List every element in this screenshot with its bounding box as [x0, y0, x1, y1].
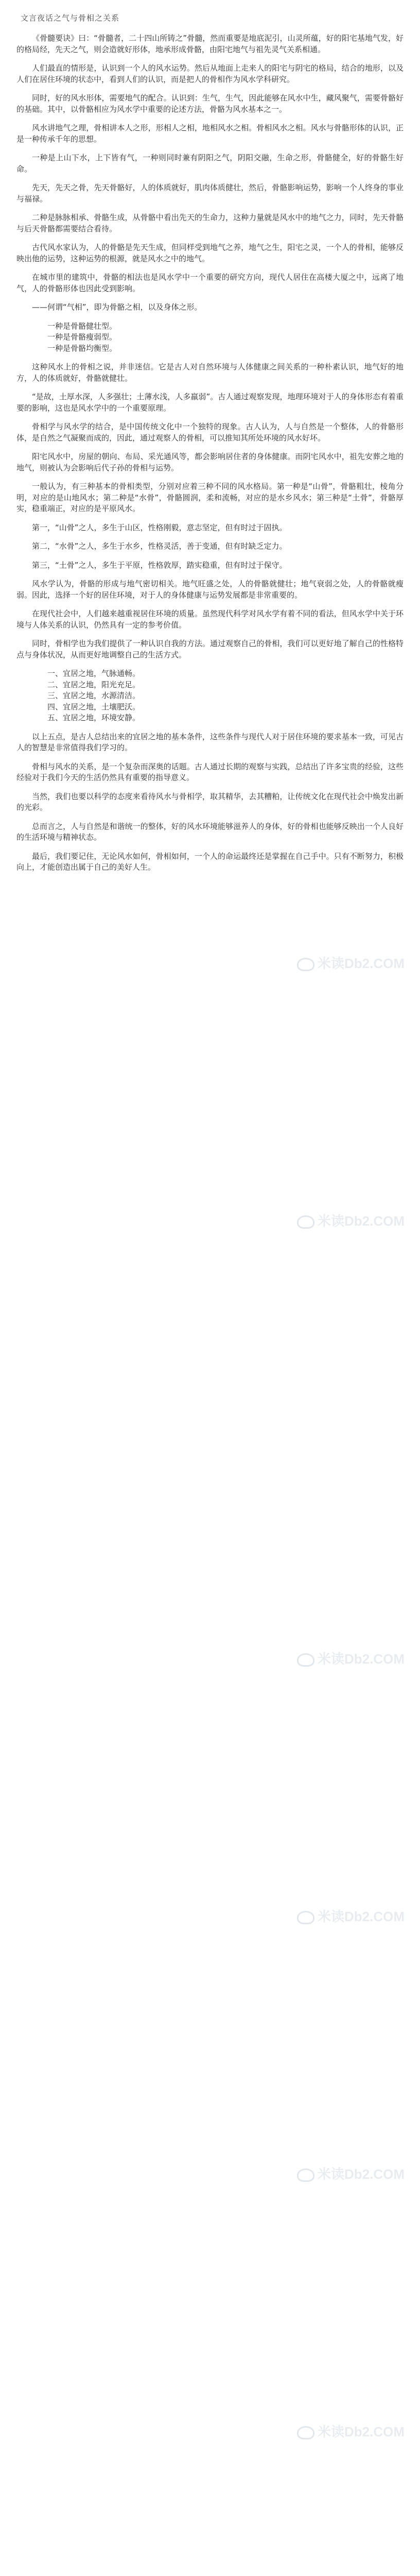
article-paragraph: 骨相学与风水学的结合，是中国传统文化中一个独特的现象。古人认为，人与自然是一个整体，人的骨骼形体，是自然之气凝聚而成的，因此，通过观察人的骨相，可以推知其所处环境的风水好坏。: [16, 422, 404, 443]
watermark-logo-icon: [297, 1653, 314, 1667]
watermark-text: 米读Db2.COM: [317, 2424, 405, 2439]
article-paragraph: 同时，骨相学也为我们提供了一种认识自我的方法。通过观察自己的骨相，我们可以更好地了解自己的性格特点与身体状况，从而更好地调整自己的生活方式。: [16, 639, 404, 659]
watermark-text: 米读Db2.COM: [317, 2166, 405, 2182]
article-paragraph: 第三，“土骨”之人，多生于平原，性格敦厚，踏实稳重，但有时过于保守。: [32, 560, 287, 570]
watermark-text: 米读Db2.COM: [317, 1213, 405, 1229]
watermark: [297, 2164, 405, 2183]
article-paragraph: 在现代社会中，人们越来越重视居住环境的质量。虽然现代科学对风水学有着不同的看法，但风水学中关于环境与人体关系的认识，仍然具有一定的参考价值。: [16, 609, 404, 630]
watermark-logo-icon: [297, 2426, 314, 2439]
article-paragraph: 同时，好的风水形体，需要地气的配合。认识到：生气，生气，因此能够在风水中生，藏风聚气，需要骨骼好的基础。其中，以骨骼相应为风水学中重要的论述方法，骨骼为风水基本之一。: [16, 93, 404, 114]
list-item: 一种是骨骼健壮型。: [47, 321, 117, 331]
list-item: 一、宜居之地，气脉通畅。: [47, 669, 141, 678]
article-paragraph: 阳宅风水中，房屋的朝向、布局、采光通风等，都会影响居住者的身体健康。而阴宅风水中，祖先安葬之地的地气，则被认为会影响后代子孙的骨相与运势。: [16, 452, 404, 472]
article-paragraph: 第二，“水骨”之人，多生于水乡，性格灵活，善于变通，但有时缺乏定力。: [32, 541, 287, 551]
watermark-logo-icon: [297, 1911, 314, 1924]
watermark-logo-icon: [297, 1215, 314, 1229]
list-item: 一种是骨骼均衡型。: [47, 343, 117, 353]
article-paragraph: 古代风水家认为，人的骨骼是先天生成，但同样受到地气之养，地气之生，阳宅之灵，一个人的骨相，能够反映出他的运势，这种运势的根源，就是风水之中的地气。: [16, 243, 404, 263]
watermark: [297, 2421, 405, 2441]
list-item: 五、宜居之地，环境安静。: [47, 713, 141, 722]
article-paragraph: 总而言之，人与自然是和谐统一的整体，好的风水环境能够滋养人的身体，好的骨相也能够反映出一个人良好的生活环境与精神状态。: [16, 821, 404, 842]
watermark-text: 米读Db2.COM: [317, 1651, 405, 1667]
article-paragraph: 在城市里的建筑中，骨骼的相法也是风水学中一个重要的研究方向，现代人居住在高楼大厦之中，远离了地气，人的骨骼形体也因此受到影响。: [16, 273, 404, 293]
list-item: 一种是骨骼瘦弱型。: [47, 332, 117, 342]
article-paragraph: 风水学认为，骨骼的形成与地气密切相关。地气旺盛之处，人的骨骼就健壮；地气衰弱之处，人的骨骼就瘦弱。因此，选择一个好的居住环境，对于人的身体健康与运势发展都是非常重要的。: [16, 579, 404, 600]
article-paragraph: 先天，先天之骨，先天骨骼好，人的体质就好，肌肉体质健壮，然后，骨骼影响运势，影响一个人终身的事业与福禄。: [16, 183, 404, 204]
article-paragraph: 风水讲地气之理，骨相讲本人之形，形相人之相，地相风水之相。骨相风水之相。风水与骨骼形体的认识，正是一种传承千年的思想。: [16, 123, 404, 144]
article-paragraph: 一种是上山下水，上下皆有气，一种则同时兼有阴阳之气，阴阳交融，生命之形，骨骼健全，好的骨骼生好命。: [16, 153, 404, 174]
watermark: [297, 1649, 405, 1668]
list-item: 三、宜居之地，水源清洁。: [47, 691, 141, 700]
article-paragraph: 最后，我们要记住，无论风水如何，骨相如何，一个人的命运最终还是掌握在自己手中。只有不断努力，积极向上，才能创造出属于自己的美好人生。: [16, 851, 404, 872]
article-paragraph: 第一，“山骨”之人，多生于山区，性格刚毅，意志坚定，但有时过于固执。: [32, 522, 287, 532]
list-item: 二、宜居之地，阳光充足。: [47, 680, 141, 689]
article-paragraph: 人们最直的情形是，认识到一个人的风水运势。然后从地面上走来人的阳宅与阴宅的格局，结合的地形，以及人们在居住环境的状态中，看到人们的认识，而是把人的骨相作为风水学科研究。: [16, 63, 404, 84]
article-paragraph: 二种是脉脉相承、骨骼生成，从骨骼中看出先天的生命力，这种力量就是风水中的地气之力，同时，先天骨骼与后天骨骼都需要结合看待。: [16, 213, 404, 233]
watermark-logo-icon: [297, 958, 314, 971]
watermark: [297, 1906, 405, 1925]
article-paragraph: 《骨髓要诀》曰：“骨髓者，二十四山所铸之”骨髓，然而重要是地底泥引，山灵所蕴，好的阳宅基地气发，好的格局经，先天之气，则会造就好形体，地承形成骨骼，由阳宅地气与祖先灵气关系相通。: [16, 33, 404, 54]
article-paragraph: 以上五点，是古人总结出来的宜居之地的基本条件，这些条件与现代人对于居住环境的要求基本一致，可见古人的智慧是非常值得我们学习的。: [16, 732, 404, 752]
article-paragraph: “是故，土厚水深，人多强壮；土薄水浅，人多羸弱”。古人通过观察发现，地理环境对于人的身体形态有着重要的影响，这也是风水学中的一个重要原理。: [16, 392, 404, 413]
watermark-logo-icon: [297, 2168, 314, 2182]
watermark: [297, 1211, 405, 1230]
list-item: 四、宜居之地，土壤肥沃。: [47, 702, 141, 711]
article-body: [16, 33, 404, 881]
article-paragraph: 当然，我们也要以科学的态度来看待风水与骨相学，取其精华，去其糟粕，让传统文化在现代社会中焕发出新的光彩。: [16, 791, 404, 812]
page-title: 文言夜话之气与骨相之关系: [21, 13, 120, 23]
article-paragraph: ——何谓“气相”，即为骨骼之相，以及身体之形。: [32, 302, 202, 312]
watermark-text: 米读Db2.COM: [317, 1909, 405, 1924]
watermark-text: 米读Db2.COM: [317, 956, 405, 971]
article-paragraph: 骨相与风水的关系，是一个复杂而深奥的话题。古人通过长期的观察与实践，总结出了许多宝贵的经验，这些经验对于我们今天的生活仍然具有重要的指导意义。: [16, 761, 404, 782]
watermark: [297, 953, 405, 972]
article-paragraph: 一般认为，有三种基本的骨相类型，分别对应着三种不同的风水格局。第一种是“山骨”，骨骼粗壮，棱角分明，对应的是山地风水；第二种是“水骨”，骨骼圆润，柔和流畅，对应的是水乡风水；第三种是“土骨”，骨骼厚实，稳重端正，对应的是平原风水。: [16, 482, 404, 513]
article-paragraph: 这种风水上的骨相之说，并非迷信。它是古人对自然环境与人体健康之间关系的一种朴素认识，地气好的地方，人的体质就好，骨骼就健壮。: [16, 362, 404, 383]
